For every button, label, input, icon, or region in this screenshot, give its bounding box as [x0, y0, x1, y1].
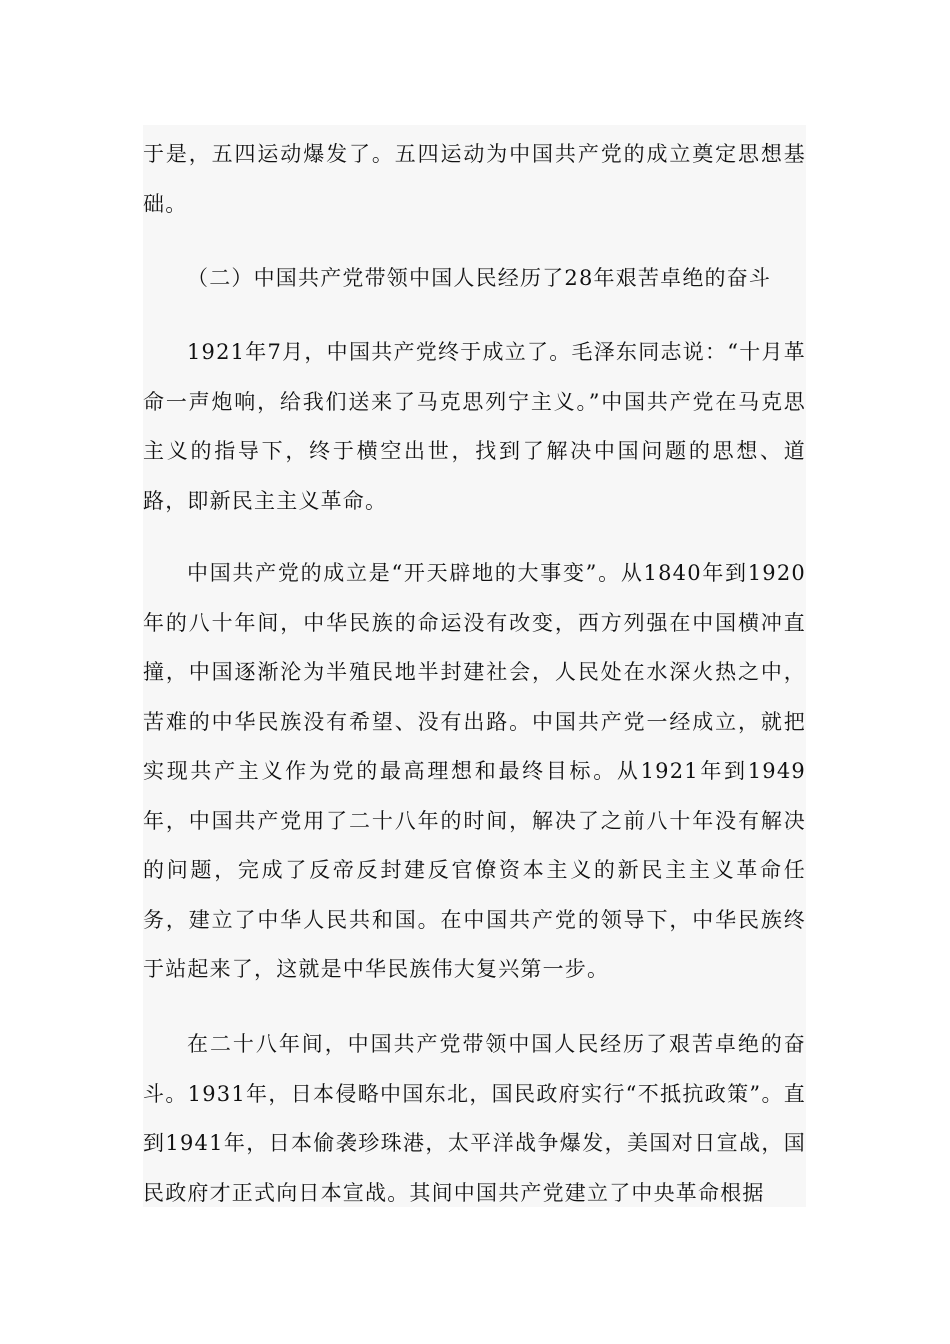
paragraph-twenty-eight-years: 在二十八年间，中国共产党带领中国人民经历了艰苦卓绝的奋斗。1931年，日本侵略中国东北，国民政府实行“不抵抗政策”。直到1941年，日本偷袭珍珠港，太平洋战争爆发，美国对日宣战，国民政府才正式向日本宣战。其间中国共产党建立了中央革命根据: [143, 1032, 806, 1205]
paragraph-may-fourth: 于是，五四运动爆发了。五四运动为中国共产党的成立奠定思想基础。: [143, 142, 806, 216]
section-heading: （二）中国共产党带领中国人民经历了28年艰苦卓绝的奋斗: [187, 266, 772, 290]
paragraph-founding: 1921年7月，中国共产党终于成立了。毛泽东同志说：“十月革命一声炮响，给我们送来了马克思列宁主义。”中国共产党在马克思主义的指导下，终于横空出世，找到了解决中国问题的思想、道路，即新民主主义革命。: [143, 340, 806, 513]
document-text-block: [143, 125, 806, 1207]
paragraph-great-event: 中国共产党的成立是“开天辟地的大事变”。从1840年到1920年的八十年间，中华民族的命运没有改变，西方列强在中国横冲直撞，中国逐渐沦为半殖民地半封建社会，人民处在水深火热之中，苦难的中华民族没有希望、没有出路。中国共产党一经成立，就把实现共产主义作为党的最高理想和最终目标。从1921年到1949年，中国共产党用了二十八年的时间，解决了之前八十年没有解决的问题，完成了反帝反封建反官僚资本主义的新民主主义革命任务，建立了中华人民共和国。在中国共产党的领导下，中华民族终于站起来了，这就是中华民族伟大复兴第一步。: [143, 561, 806, 981]
